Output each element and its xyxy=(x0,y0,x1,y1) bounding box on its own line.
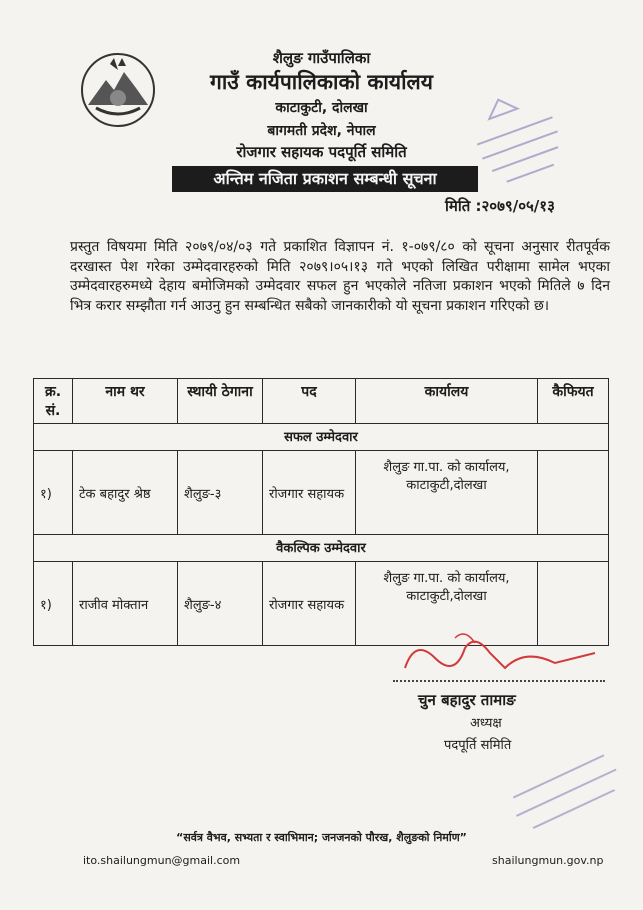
col-office: कार्यालय xyxy=(356,379,538,424)
cell-remarks xyxy=(538,451,609,535)
col-address: स्थायी ठेगाना xyxy=(178,379,263,424)
office-line1: शैलुङ गा.पा. को कार्यालय, xyxy=(383,571,510,586)
office-location: काटाकुटी, दोलखा xyxy=(275,100,368,116)
cell-office xyxy=(356,451,538,535)
notice-banner: अन्तिम नजिता प्रकाशन सम्बन्धी सूचना xyxy=(172,166,478,192)
results-table xyxy=(33,378,609,646)
footer-website: shailungmun.gov.np xyxy=(492,854,604,867)
office-province: बागमती प्रदेश, नेपाल xyxy=(267,123,376,139)
cell-serial: १) xyxy=(34,451,73,535)
office-line1: शैलुङ गा.पा. को कार्यालय, xyxy=(383,460,510,475)
cell-name: टेक बहादुर श्रेष्ठ xyxy=(73,451,178,535)
signatory-name: चुन बहादुर तामाङ xyxy=(418,691,516,709)
office-line2: काटाकुटी,दोलखा xyxy=(406,589,487,604)
section-successful: सफल उम्मेदवार xyxy=(34,424,609,451)
section-row xyxy=(34,535,609,562)
cell-post: रोजगार सहायक xyxy=(263,451,356,535)
footer-motto: “सर्वत्र वैभव, सभ्यता र स्वाभिमान; जनजनको पौरख, शैलुङको निर्माण” xyxy=(176,831,467,844)
notice-date: मिति :२०७९/०५/१३ xyxy=(445,197,555,215)
footer-email: ito.shailungmun@gmail.com xyxy=(83,854,241,867)
section-row xyxy=(34,424,609,451)
table-header-row xyxy=(34,379,609,424)
municipality-name: शैलुङ गाउँपालिका xyxy=(272,49,371,67)
office-title: गाउँ कार्यपालिकाको कार्यालय xyxy=(210,70,433,94)
signature-icon xyxy=(395,628,605,688)
col-remarks: कैफियत xyxy=(538,379,609,424)
signatory-role: अध्यक्ष xyxy=(470,716,502,731)
table-row xyxy=(34,451,609,535)
col-serial: क्र. सं. xyxy=(34,379,73,424)
official-seal-icon xyxy=(505,745,625,835)
cell-address: शैलुङ-३ xyxy=(178,451,263,535)
col-post: पद xyxy=(263,379,356,424)
cell-post: रोजगार सहायक xyxy=(263,562,356,646)
cell-serial: १) xyxy=(34,562,73,646)
signature-line xyxy=(393,680,605,682)
col-name: नाम थर xyxy=(73,379,178,424)
notice-paragraph: प्रस्तुत विषयमा मिति २०७९/०४/०३ गते प्रकाशित विज्ञापन नं. १-०७९/८० को सूचना अनुसार रीतपूर्वक दरखास्त पेश गरेका उम्मेदवारहरुको मिति २०७९।०५।१३ गते भएको लिखित परीक्षामा सामेल भएका उम्मेदवारहरुमध्ये देहाय बमोजिमको उम्मेदवार सफल हुन भएकोले नतिजा प्रकाशन भएको मितिले ७ दिन भित्र करार सम्झौता गर्न आउनु हुन सम्बन्धित सबैको जानकारीको यो सूचना प्रकाशन गरिएको छ। xyxy=(70,239,610,314)
signatory-committee: पदपूर्ति समिति xyxy=(444,738,512,753)
section-alternate: वैकल्पिक उम्मेदवार xyxy=(34,535,609,562)
cell-address: शैलुङ-४ xyxy=(178,562,263,646)
committee-title: रोजगार सहायक पदपूर्ति समिति xyxy=(236,143,407,161)
office-line2: काटाकुटी,दोलखा xyxy=(406,478,487,493)
cell-name: राजीव मोक्तान xyxy=(73,562,178,646)
